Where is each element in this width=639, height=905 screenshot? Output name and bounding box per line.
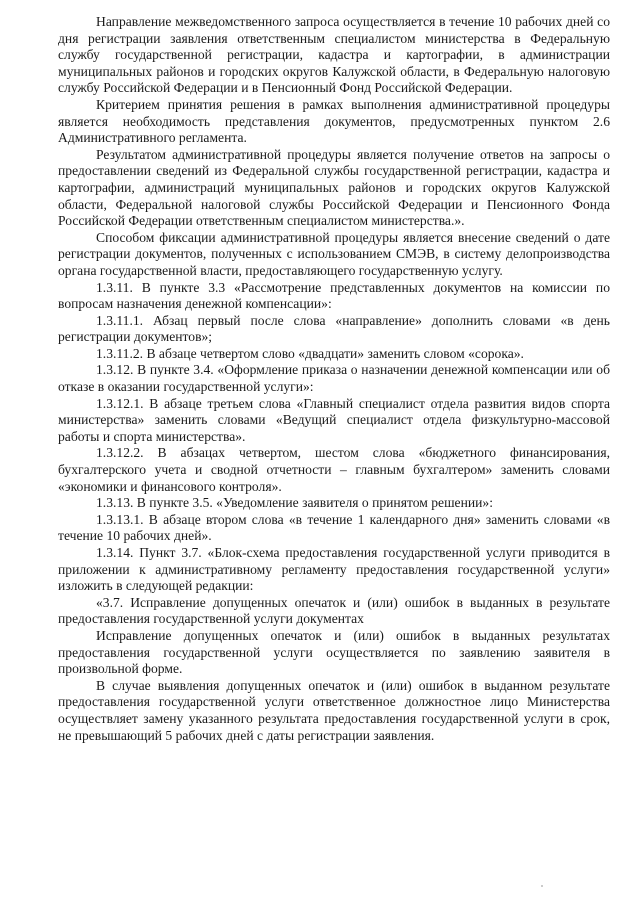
paragraph-item-1-3-14: 1.3.14. Пункт 3.7. «Блок-схема предоставления государственной услуги приводится в приложении к административному регламенту предоставления государственной услуги» изложить в следующей редакции:: [58, 545, 610, 594]
paragraph-procedure-result: Результатом административной процедуры является получение ответов на запросы о предоставлении сведений из Федеральной службы государственной регистрации, кадастра и картографии, администраций муниципальных районов и городских округов Калужской области, Федеральной налоговой службы Российской Федерации и Пенсионного Фонда Российской Федерации ответственным специалистом министерства.».: [58, 146, 610, 229]
paragraph-correction-request: Исправление допущенных опечаток и (или) ошибок в выданных результатах предоставления государственной услуги осуществляется по заявлению заявителя в произвольной форме.: [58, 627, 610, 677]
scan-speck: [541, 885, 543, 887]
paragraph-decision-criterion: Критерием принятия решения в рамках выполнения административной процедуры является необходимость представления документов, предусмотренных пунктом 2.6 Административного регламента.: [58, 96, 610, 146]
paragraph-section-3-7-heading: «3.7. Исправление допущенных опечаток и (или) ошибок в выданных в результате предоставления государственной услуги документах: [58, 594, 610, 627]
paragraph-item-1-3-12-1: 1.3.12.1. В абзаце третьем слова «Главный специалист отдела развития видов спорта министерства» заменить словами «Ведущий специалист отдела физкультурно-массовой работы и спорта министерства».: [58, 395, 610, 444]
paragraph-item-1-3-13-1: 1.3.13.1. В абзаце втором слова «в течение 1 календарного дня» заменить словами «в течение 10 рабочих дней».: [58, 511, 610, 544]
paragraph-request-deadline: Направление межведомственного запроса осуществляется в течение 10 рабочих дней со дня регистрации заявления ответственным специалистом министерства в Федеральную службу государственной регистрации, кадастра и картографии, в администрации муниципальных районов и городских округов Калужской области, в Федеральную налоговую службу Российской Федерации и в Пенсионный Фонд Российской Федерации.: [58, 14, 610, 96]
paragraph-item-1-3-12-2: 1.3.12.2. В абзацах четвертом, шестом слова «бюджетного финансирования, бухгалтерского учета и сводной отчетности – главным бухгалтером» заменить словами «экономики и финансового контроля».: [58, 445, 610, 494]
paragraph-item-1-3-11-1: 1.3.11.1. Абзац первый после слова «направление» дополнить словами «в день регистрации документов»;: [58, 312, 610, 345]
paragraph-item-1-3-11-2: 1.3.11.2. В абзаце четвертом слово «двадцати» заменить словом «сорока».: [96, 345, 524, 361]
document-page: [58, 14, 610, 744]
paragraph-fixation-method: Способом фиксации административной процедуры является внесение сведений о дате регистрации документов, полученных с использованием СМЭВ, в систему делопроизводства органа государственной власти, предоставляющего государственную услугу.: [58, 229, 610, 278]
paragraph-correction-deadline: В случае выявления допущенных опечаток и (или) ошибок в выданном результате предоставления государственной услуги ответственное должностное лицо Министерства осуществляет замену указанного результата предоставления государственной услуги в срок, не превышающий 5 рабочих дней с даты регистрации заявления.: [58, 677, 610, 743]
paragraph-item-1-3-11: 1.3.11. В пункте 3.3 «Рассмотрение представленных документов на комиссии по вопросам назначения денежной компенсации»:: [58, 279, 610, 312]
paragraph-item-1-3-12: 1.3.12. В пункте 3.4. «Оформление приказа о назначении денежной компенсации или об отказе в оказании государственной услуги»:: [58, 362, 610, 395]
paragraph-item-1-3-13: 1.3.13. В пункте 3.5. «Уведомление заявителя о принятом решении»:: [96, 495, 493, 511]
